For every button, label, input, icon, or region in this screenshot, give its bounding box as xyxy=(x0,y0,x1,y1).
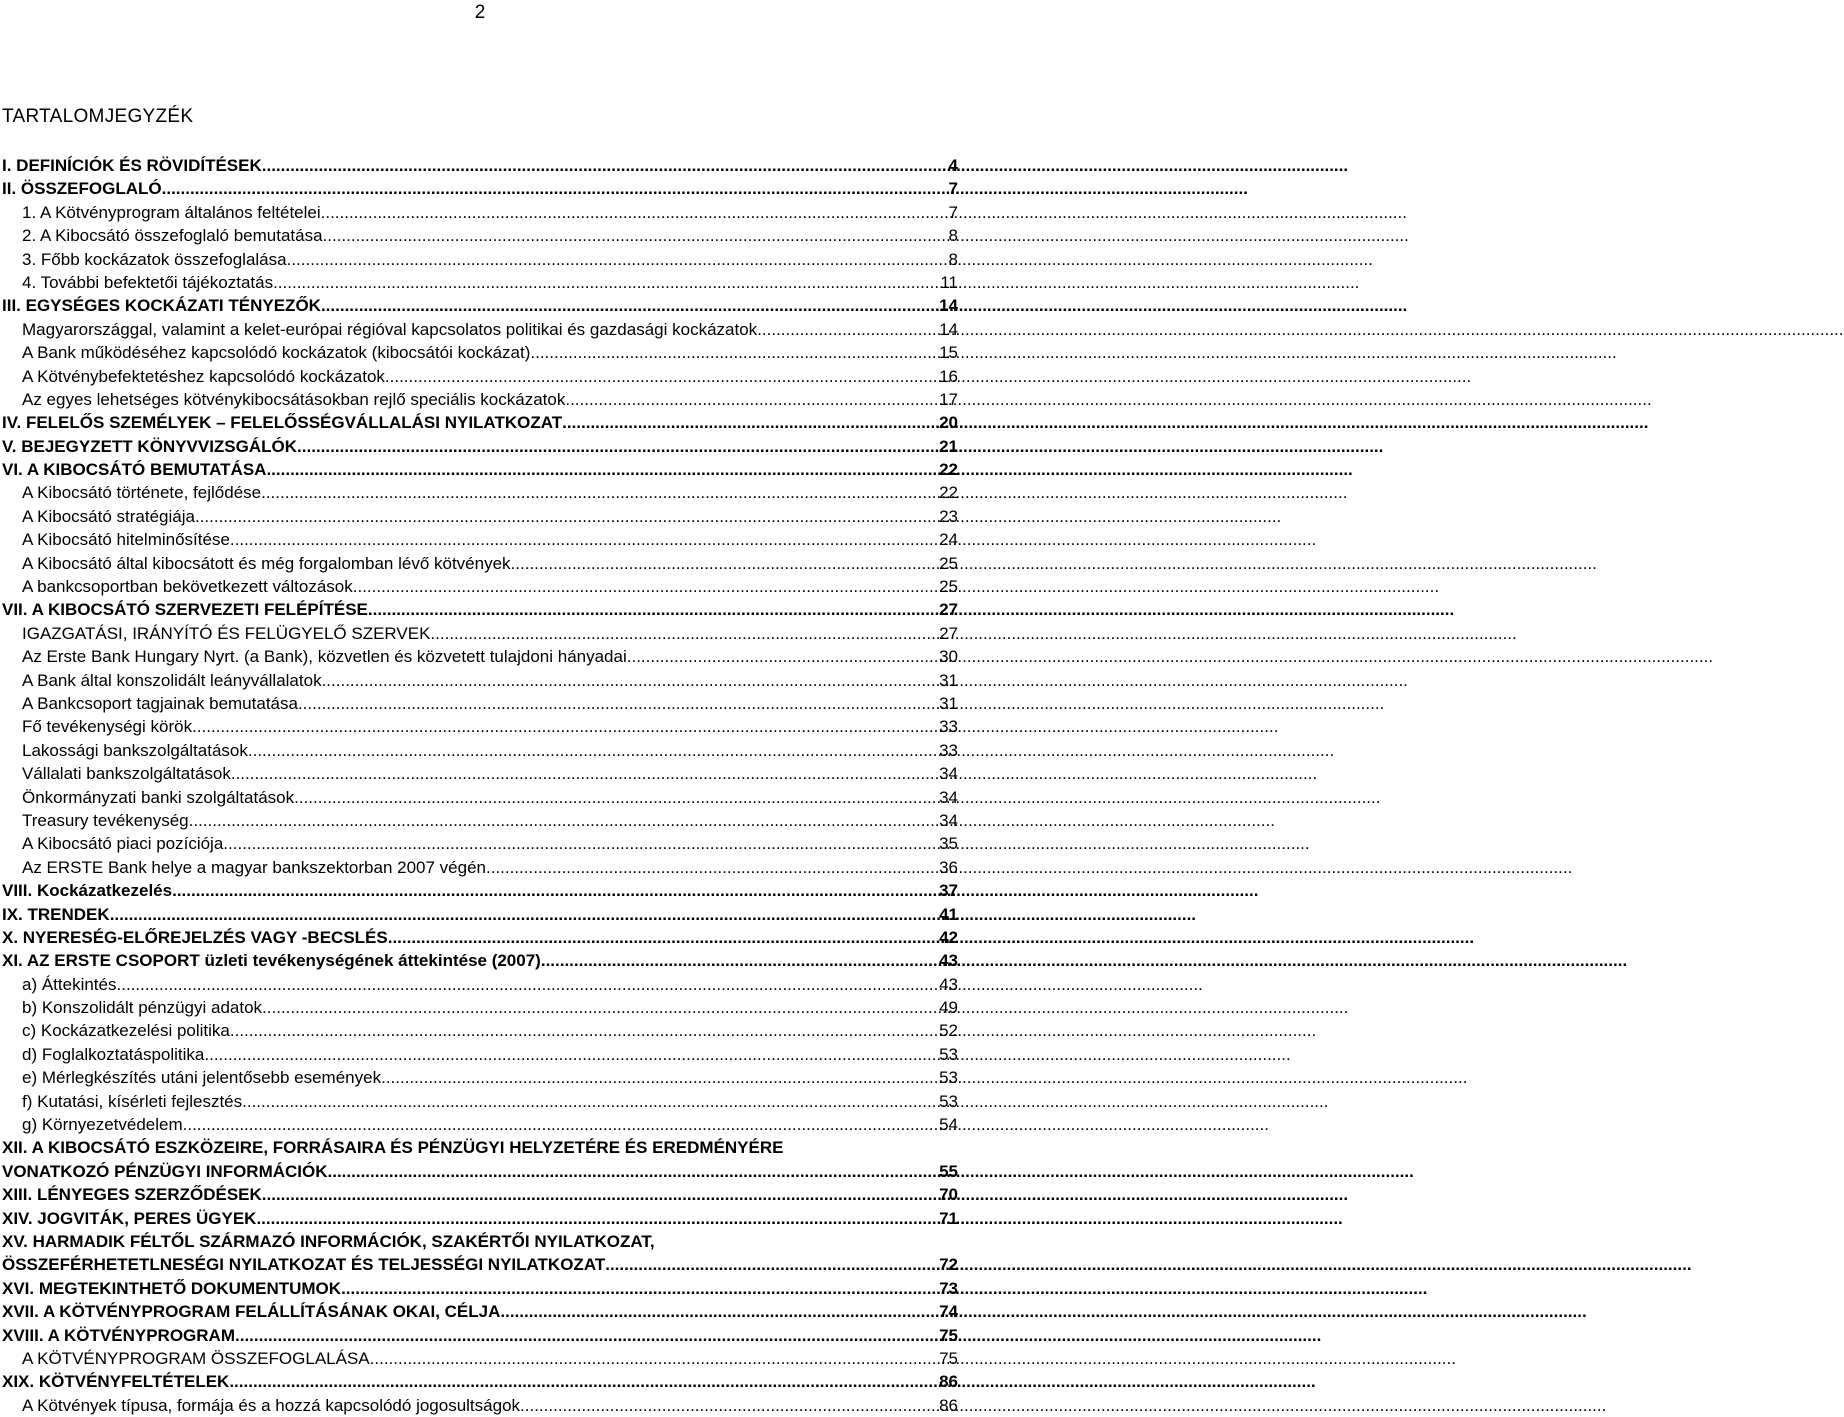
toc-page-number: 15 xyxy=(939,343,958,363)
toc-subsection-entry[interactable] xyxy=(2,1394,958,1417)
toc-entry-title: A Kibocsátó stratégiája xyxy=(22,506,195,526)
toc-dot-leader xyxy=(381,1066,937,1089)
toc-page-number: 72 xyxy=(939,1255,958,1275)
toc-page-number: 54 xyxy=(939,1115,958,1135)
toc-entry-title: I. DEFINÍCIÓK ÉS RÖVIDÍTÉSEK xyxy=(2,156,262,175)
document-title: TARTALOMJEGYZÉK xyxy=(2,106,194,127)
toc-section-entry[interactable] xyxy=(2,926,958,949)
toc-subsection-entry[interactable] xyxy=(2,645,958,668)
toc-page-number: 53 xyxy=(939,1044,958,1064)
toc-dot-leader xyxy=(287,248,947,271)
toc-dot-leader xyxy=(273,271,938,294)
toc-subsection-entry[interactable] xyxy=(2,692,958,715)
toc-subsection-entry[interactable] xyxy=(2,832,958,855)
toc-page-number: 73 xyxy=(939,1278,958,1298)
toc-heading-continued[interactable]: XV. HARMADIK FÉLTŐL SZÁRMAZÓ INFORMÁCIÓK, SZAKÉRTŐI NYILATKOZAT, xyxy=(2,1231,655,1251)
toc-subsection-entry[interactable] xyxy=(2,1347,958,1370)
toc-dot-leader xyxy=(204,1043,937,1066)
toc-entry-title: Treasury tevékenység xyxy=(22,810,189,830)
toc-entry-title: A Kibocsátó piaci pozíciója xyxy=(22,834,224,854)
toc-section-entry[interactable] xyxy=(2,903,958,926)
table-of-contents xyxy=(2,154,958,1417)
toc-entry-title: b) Konszolidált pénzügyi adatok xyxy=(22,998,263,1018)
toc-dot-leader xyxy=(235,1324,937,1347)
toc-dot-leader xyxy=(323,224,947,247)
toc-page-number: 8 xyxy=(948,249,958,269)
toc-dot-leader xyxy=(248,739,937,762)
toc-section-entry[interactable] xyxy=(2,1324,958,1347)
toc-subsection-entry[interactable] xyxy=(2,1019,958,1042)
toc-dot-leader xyxy=(261,481,937,504)
toc-entry-title: c) Kockázatkezelési politika xyxy=(22,1021,230,1041)
toc-page-number: 75 xyxy=(939,1325,958,1345)
toc-subsection-entry[interactable] xyxy=(2,505,958,528)
toc-entry-title: Magyarországgal, valamint a kelet-európai régióval kapcsolatos politikai és gazdasági kockázatok xyxy=(22,319,758,339)
toc-subsection-entry[interactable] xyxy=(2,481,958,504)
toc-entry-title: VONATKOZÓ PÉNZÜGYI INFORMÁCIÓK xyxy=(2,1161,328,1181)
toc-dot-leader xyxy=(430,622,937,645)
toc-section-entry[interactable] xyxy=(2,1277,958,1300)
toc-entry-title: g) Környezetvédelem xyxy=(22,1115,183,1135)
toc-subsection-entry[interactable] xyxy=(2,365,958,388)
toc-subsection-entry[interactable] xyxy=(2,201,958,224)
toc-subsection-entry[interactable] xyxy=(2,973,958,996)
toc-entry-title: XVIII. A KÖTVÉNYPROGRAM xyxy=(2,1325,235,1345)
toc-page-number: 23 xyxy=(939,506,958,526)
toc-dot-leader xyxy=(530,341,937,364)
toc-subsection-entry[interactable] xyxy=(2,318,958,341)
toc-subsection-entry[interactable] xyxy=(2,622,958,645)
toc-subsection-entry[interactable] xyxy=(2,1090,958,1113)
toc-subsection-entry[interactable] xyxy=(2,809,958,832)
toc-page-number: 21 xyxy=(939,436,958,456)
toc-dot-leader xyxy=(262,154,947,177)
toc-subsection-entry[interactable] xyxy=(2,786,958,809)
toc-subsection-entry[interactable] xyxy=(2,248,958,271)
toc-dot-leader xyxy=(242,1090,937,1113)
toc-dot-leader xyxy=(321,201,947,224)
toc-dot-leader xyxy=(757,318,937,341)
toc-page-number: 70 xyxy=(939,1185,958,1205)
toc-section-entry[interactable] xyxy=(2,598,958,621)
toc-page-number: 30 xyxy=(939,647,958,667)
toc-dot-leader xyxy=(189,809,937,832)
toc-subsection-entry[interactable] xyxy=(2,1113,958,1136)
toc-page-number: 36 xyxy=(939,857,958,877)
toc-dot-leader xyxy=(256,1207,937,1230)
toc-page-number: 33 xyxy=(939,740,958,760)
toc-entry-title: A Kötvények típusa, formája és a hozzá kapcsolódó jogosultságok xyxy=(22,1395,521,1415)
toc-section-entry[interactable] xyxy=(2,435,958,458)
toc-page-number: 7 xyxy=(948,179,958,199)
toc-page-number: 11 xyxy=(940,272,958,292)
toc-entry-title: A Bank működéséhez kapcsolódó kockázatok (kibocsátói kockázat) xyxy=(22,343,531,363)
toc-dot-leader xyxy=(486,856,937,879)
toc-entry-title: 2. A Kibocsátó összefoglaló bemutatása xyxy=(22,226,323,246)
toc-section-entry[interactable] xyxy=(2,949,958,972)
toc-dot-leader xyxy=(298,692,937,715)
toc-entry-title: f) Kutatási, kísérleti fejlesztés xyxy=(22,1091,243,1111)
toc-section-entry[interactable] xyxy=(2,177,958,200)
toc-entry-title: Lakossági bankszolgáltatások xyxy=(22,740,248,760)
toc-page-number: 53 xyxy=(939,1068,958,1088)
toc-page-number: 52 xyxy=(939,1021,958,1041)
toc-page-number: 4 xyxy=(948,156,958,175)
toc-page-number: 17 xyxy=(939,389,958,409)
toc-entry-title: A Kötvénybefektetéshez kapcsolódó kockázatok xyxy=(22,366,385,386)
toc-page-number: 7 xyxy=(948,202,958,222)
toc-entry-title: A Kibocsátó hitelminősítése xyxy=(22,530,230,550)
toc-subsection-entry[interactable] xyxy=(2,739,958,762)
toc-section-entry[interactable] xyxy=(2,1300,958,1323)
toc-entry-title: V. BEJEGYZETT KÖNYVVIZSGÁLÓK xyxy=(2,436,298,456)
toc-entry-title: VIII. Kockázatkezelés xyxy=(2,881,173,901)
toc-page-number: 14 xyxy=(939,296,958,316)
toc-entry-title: A Bankcsoport tagjainak bemutatása xyxy=(22,693,298,713)
toc-page-number: 25 xyxy=(939,577,958,597)
toc-subsection-entry[interactable] xyxy=(2,715,958,738)
toc-entry-title: XI. AZ ERSTE CSOPORT üzleti tevékenységének áttekintése (2007) xyxy=(2,951,541,971)
toc-dot-leader xyxy=(294,786,937,809)
toc-page-number: 71 xyxy=(939,1208,958,1228)
toc-dot-leader xyxy=(230,528,937,551)
toc-dot-leader xyxy=(341,1277,937,1300)
toc-entry-title: IX. TRENDEK xyxy=(2,904,110,924)
toc-page-number: 34 xyxy=(939,764,958,784)
toc-dot-leader xyxy=(162,177,947,200)
toc-section-entry[interactable] xyxy=(2,879,958,902)
toc-page-number: 34 xyxy=(939,787,958,807)
toc-page-number: 49 xyxy=(939,998,958,1018)
toc-section-entry[interactable] xyxy=(2,458,958,481)
toc-section-entry[interactable] xyxy=(2,1370,958,1393)
toc-entry-title: Fő tevékenységi körök xyxy=(22,717,193,737)
toc-subsection-entry[interactable] xyxy=(2,271,958,294)
toc-page-number: 74 xyxy=(939,1302,958,1322)
toc-page-number: 31 xyxy=(939,693,958,713)
toc-page-number: 41 xyxy=(939,904,958,924)
toc-dot-leader xyxy=(520,1394,937,1417)
toc-dot-leader xyxy=(322,669,938,692)
toc-entry-title: A Kibocsátó története, fejlődése xyxy=(22,483,262,503)
toc-dot-leader xyxy=(262,1183,937,1206)
toc-dot-leader xyxy=(385,365,937,388)
toc-entry-title: Az ERSTE Bank helye a magyar bankszektorban 2007 végén xyxy=(22,857,486,877)
toc-subsection-entry[interactable] xyxy=(2,341,958,364)
toc-section-entry[interactable] xyxy=(2,1253,958,1276)
toc-dot-leader xyxy=(266,458,937,481)
toc-entry-title: III. EGYSÉGES KOCKÁZATI TÉNYEZŐK xyxy=(2,296,321,316)
toc-dot-leader xyxy=(511,552,938,575)
toc-subsection-entry[interactable] xyxy=(2,996,958,1019)
toc-entry-title: XVII. A KÖTVÉNYPROGRAM FELÁLLÍTÁSÁNAK OKAI, CÉLJA xyxy=(2,1302,501,1322)
toc-page-number: 75 xyxy=(939,1348,958,1368)
toc-section-entry[interactable] xyxy=(2,294,958,317)
toc-dot-leader xyxy=(605,1253,937,1276)
toc-page-number: 16 xyxy=(939,366,958,386)
toc-dot-leader xyxy=(229,1370,937,1393)
toc-dot-leader xyxy=(231,762,937,785)
toc-dot-leader xyxy=(297,435,937,458)
toc-page-number: 27 xyxy=(939,623,958,643)
toc-page-number: 22 xyxy=(939,483,958,503)
toc-page-number: 43 xyxy=(939,951,958,971)
toc-page-number: 42 xyxy=(939,927,958,947)
toc-page-number: 20 xyxy=(939,413,958,433)
toc-page-number: 35 xyxy=(939,834,958,854)
toc-subsection-entry[interactable] xyxy=(2,669,958,692)
toc-dot-leader xyxy=(500,1300,937,1323)
toc-entry-title: a) Áttekintés xyxy=(22,974,117,994)
toc-entry-title: VI. A KIBOCSÁTÓ BEMUTATÁSA xyxy=(2,460,267,480)
toc-page-number: 55 xyxy=(939,1161,958,1181)
toc-dot-leader xyxy=(321,294,937,317)
toc-dot-leader xyxy=(117,973,938,996)
toc-entry-title: Az egyes lehetséges kötvénykibocsátásokban rejlő speciális kockázatok xyxy=(22,389,566,409)
toc-subsection-entry[interactable] xyxy=(2,552,958,575)
toc-heading-continued[interactable]: XII. A KIBOCSÁTÓ ESZKÖZEIRE, FORRÁSAIRA ÉS PÉNZÜGYI HELYZETÉRE ÉS EREDMÉNYÉRE xyxy=(2,1138,784,1158)
toc-entry-title: ÖSSZEFÉRHETETLNESÉGI NYILATKOZAT ÉS TELJESSÉGI NYILATKOZAT xyxy=(2,1255,606,1275)
toc-section-entry[interactable] xyxy=(2,1160,958,1183)
toc-entry-title: XIV. JOGVITÁK, PERES ÜGYEK xyxy=(2,1208,257,1228)
toc-page-number: 31 xyxy=(939,670,958,690)
toc-dot-leader xyxy=(353,575,937,598)
toc-page-number: 25 xyxy=(939,553,958,573)
toc-entry-title: A KÖTVÉNYPROGRAM ÖSSZEFOGLALÁSA xyxy=(22,1348,370,1368)
toc-page-number: 86 xyxy=(939,1372,958,1392)
toc-entry-title: A Bank által konszolidált leányvállalatok xyxy=(22,670,322,690)
toc-dot-leader xyxy=(195,505,937,528)
toc-entry-title: d) Foglalkoztatáspolitika xyxy=(22,1044,205,1064)
toc-section-entry[interactable] xyxy=(2,1183,958,1206)
toc-subsection-entry[interactable] xyxy=(2,1043,958,1066)
toc-entry-title: IV. FELELŐS SZEMÉLYEK – FELELŐSSÉGVÁLLALÁSI NYILATKOZAT xyxy=(2,413,563,433)
toc-subsection-entry[interactable] xyxy=(2,856,958,879)
toc-entry-title: XIII. LÉNYEGES SZERZŐDÉSEK xyxy=(2,1185,262,1205)
toc-entry-title: II. ÖSSZEFOGLALÓ xyxy=(2,179,162,199)
toc-entry-title: e) Mérlegkészítés utáni jelentősebb események xyxy=(22,1068,382,1088)
toc-subsection-entry[interactable] xyxy=(2,762,958,785)
toc-subsection-entry[interactable] xyxy=(2,528,958,551)
toc-dot-leader xyxy=(110,903,937,926)
toc-page-number: 14 xyxy=(939,319,958,339)
toc-page-number: 34 xyxy=(939,810,958,830)
toc-section-entry[interactable] xyxy=(2,154,958,177)
toc-dot-leader xyxy=(230,1019,937,1042)
toc-entry-title: A bankcsoportban bekövetkezett változások xyxy=(22,577,353,597)
toc-entry-title: Önkormányzati banki szolgáltatások xyxy=(22,787,295,807)
toc-entry-title: X. NYERESÉG-ELŐREJELZÉS VAGY -BECSLÉS xyxy=(2,927,388,947)
toc-entry-title: VII. A KIBOCSÁTÓ SZERVEZETI FELÉPÍTÉSE xyxy=(2,600,368,620)
toc-subsection-entry[interactable] xyxy=(2,224,958,247)
toc-page-number: 53 xyxy=(939,1091,958,1111)
toc-dot-leader xyxy=(183,1113,937,1136)
toc-page-number: 37 xyxy=(939,881,958,901)
toc-entry-title: XIX. KÖTVÉNYFELTÉTELEK xyxy=(2,1372,230,1392)
toc-entry-title: IGAZGATÁSI, IRÁNYÍTÓ ÉS FELÜGYELŐ SZERVEK xyxy=(22,623,431,643)
toc-dot-leader xyxy=(223,832,937,855)
toc-page-number: 24 xyxy=(939,530,958,550)
toc-page-number: 86 xyxy=(939,1395,958,1415)
toc-section-entry[interactable] xyxy=(2,1207,958,1230)
toc-page-number: 43 xyxy=(939,974,958,994)
toc-entry-title: XVI. MEGTEKINTHETŐ DOKUMENTUMOK xyxy=(2,1278,342,1298)
toc-entry-title: A Kibocsátó által kibocsátott és még forgalomban lévő kötvények xyxy=(22,553,511,573)
toc-dot-leader xyxy=(262,996,937,1019)
toc-subsection-entry[interactable] xyxy=(2,388,958,411)
toc-dot-leader xyxy=(627,645,937,668)
toc-dot-leader xyxy=(192,715,937,738)
toc-entry-title: Az Erste Bank Hungary Nyrt. (a Bank), közvetlen és közvetett tulajdoni hányadai xyxy=(22,647,627,667)
toc-entry-title: 4. További befektetői tájékoztatás xyxy=(22,272,274,292)
toc-page-number: 22 xyxy=(939,460,958,480)
toc-dot-leader xyxy=(368,598,937,621)
toc-entry-title: Vállalati bankszolgáltatások xyxy=(22,764,231,784)
toc-page-number: 8 xyxy=(948,226,958,246)
toc-dot-leader xyxy=(562,411,937,434)
toc-entry-title: 3. Főbb kockázatok összefoglalása xyxy=(22,249,287,269)
toc-dot-leader xyxy=(328,1160,938,1183)
toc-subsection-entry[interactable] xyxy=(2,575,958,598)
page-number: 2 xyxy=(474,2,486,23)
toc-dot-leader xyxy=(541,949,937,972)
toc-dot-leader xyxy=(388,926,937,949)
toc-dot-leader xyxy=(370,1347,937,1370)
toc-page-number: 27 xyxy=(939,600,958,620)
toc-dot-leader xyxy=(172,879,937,902)
toc-entry-title: 1. A Kötvényprogram általános feltételei xyxy=(22,202,321,222)
toc-subsection-entry[interactable] xyxy=(2,1066,958,1089)
toc-dot-leader xyxy=(565,388,937,411)
toc-section-entry[interactable] xyxy=(2,411,958,434)
toc-page-number: 33 xyxy=(939,717,958,737)
